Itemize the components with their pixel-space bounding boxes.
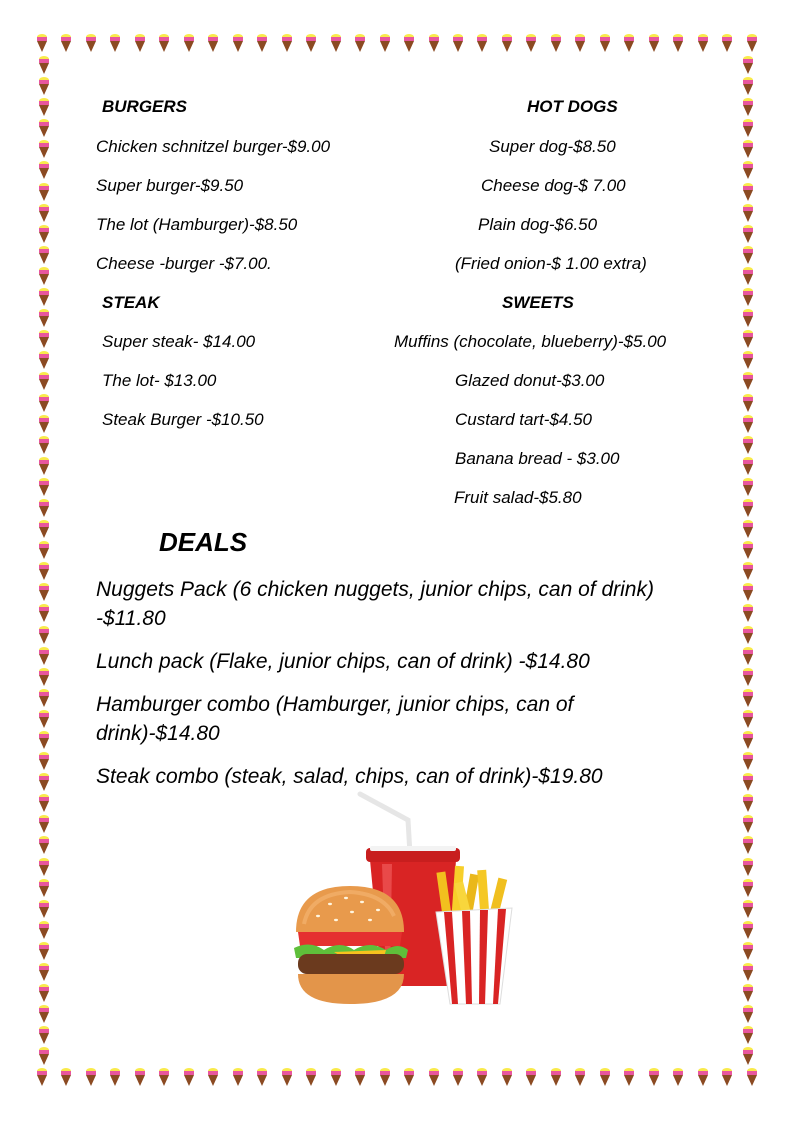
ice-cream-cone-icon xyxy=(742,351,754,369)
ice-cream-cone-icon xyxy=(354,1068,366,1086)
ice-cream-cone-icon xyxy=(742,372,754,390)
ice-cream-cone-icon xyxy=(742,647,754,665)
ice-cream-cone-icon xyxy=(38,1005,50,1023)
ice-cream-cone-icon xyxy=(742,794,754,812)
ice-cream-cone-icon xyxy=(599,34,611,52)
ice-cream-cone-icon xyxy=(85,34,97,52)
ice-cream-cone-icon xyxy=(207,1068,219,1086)
ice-cream-cone-icon xyxy=(742,1047,754,1065)
ice-cream-cone-icon xyxy=(38,77,50,95)
ice-cream-cone-icon xyxy=(38,626,50,644)
ice-cream-cone-icon xyxy=(742,583,754,601)
ice-cream-cone-icon xyxy=(742,56,754,74)
ice-cream-cone-icon xyxy=(109,34,121,52)
menu-item-burger: Super burger-$9.50 xyxy=(96,176,244,195)
border-bottom xyxy=(36,1068,758,1088)
ice-cream-cone-icon xyxy=(38,520,50,538)
ice-cream-cone-icon xyxy=(232,34,244,52)
ice-cream-cone-icon xyxy=(38,98,50,116)
ice-cream-cone-icon xyxy=(648,34,660,52)
ice-cream-cone-icon xyxy=(742,119,754,137)
ice-cream-cone-icon xyxy=(742,394,754,412)
ice-cream-cone-icon xyxy=(742,963,754,981)
menu-item-steak: Steak Burger -$10.50 xyxy=(102,410,264,429)
ice-cream-cone-icon xyxy=(379,1068,391,1086)
ice-cream-cone-icon xyxy=(38,963,50,981)
ice-cream-cone-icon xyxy=(697,34,709,52)
ice-cream-cone-icon xyxy=(38,161,50,179)
ice-cream-cone-icon xyxy=(742,541,754,559)
ice-cream-cone-icon xyxy=(742,626,754,644)
ice-cream-cone-icon xyxy=(452,1068,464,1086)
ice-cream-cone-icon xyxy=(38,921,50,939)
menu-item-burger: The lot (Hamburger)-$8.50 xyxy=(96,215,298,234)
ice-cream-cone-icon xyxy=(742,499,754,517)
ice-cream-cone-icon xyxy=(379,34,391,52)
menu-item-sweet: Muffins (chocolate, blueberry)-$5.00 xyxy=(394,332,667,351)
ice-cream-cone-icon xyxy=(599,1068,611,1086)
ice-cream-cone-icon xyxy=(742,161,754,179)
ice-cream-cone-icon xyxy=(38,815,50,833)
ice-cream-cone-icon xyxy=(38,372,50,390)
ice-cream-cone-icon xyxy=(742,984,754,1002)
ice-cream-cone-icon xyxy=(476,1068,488,1086)
ice-cream-cone-icon xyxy=(742,140,754,158)
ice-cream-cone-icon xyxy=(742,689,754,707)
ice-cream-cone-icon xyxy=(38,56,50,74)
hot-dogs-heading: HOT DOGS xyxy=(527,97,618,116)
ice-cream-cone-icon xyxy=(742,773,754,791)
ice-cream-cone-icon xyxy=(256,34,268,52)
ice-cream-cone-icon xyxy=(742,1005,754,1023)
ice-cream-cone-icon xyxy=(403,1068,415,1086)
menu-item-sweet: Glazed donut-$3.00 xyxy=(455,371,605,390)
ice-cream-cone-icon xyxy=(525,1068,537,1086)
ice-cream-cone-icon xyxy=(38,858,50,876)
ice-cream-cone-icon xyxy=(281,34,293,52)
ice-cream-cone-icon xyxy=(672,34,684,52)
ice-cream-cone-icon xyxy=(38,1047,50,1065)
border-left xyxy=(38,56,52,1066)
burgers-heading: BURGERS xyxy=(102,97,188,116)
ice-cream-cone-icon xyxy=(742,731,754,749)
straw-icon xyxy=(360,794,410,854)
burger-icon xyxy=(294,886,408,1004)
ice-cream-cone-icon xyxy=(38,330,50,348)
deal-item: Lunch pack (Flake, junior chips, can of drink) -$14.80 xyxy=(96,650,590,673)
ice-cream-cone-icon xyxy=(281,1068,293,1086)
ice-cream-cone-icon xyxy=(134,1068,146,1086)
ice-cream-cone-icon xyxy=(697,1068,709,1086)
menu-item-sweet: Custard tart-$4.50 xyxy=(455,410,593,429)
ice-cream-cone-icon xyxy=(742,183,754,201)
ice-cream-cone-icon xyxy=(38,140,50,158)
ice-cream-cone-icon xyxy=(38,288,50,306)
ice-cream-cone-icon xyxy=(232,1068,244,1086)
ice-cream-cone-icon xyxy=(38,773,50,791)
ice-cream-cone-icon xyxy=(742,246,754,264)
menu-item-burger: Cheese -burger -$7.00. xyxy=(96,254,272,273)
ice-cream-cone-icon xyxy=(330,1068,342,1086)
ice-cream-cone-icon xyxy=(742,836,754,854)
ice-cream-cone-icon xyxy=(183,34,195,52)
ice-cream-cone-icon xyxy=(742,478,754,496)
ice-cream-cone-icon xyxy=(574,34,586,52)
ice-cream-cone-icon xyxy=(623,34,635,52)
ice-cream-cone-icon xyxy=(501,1068,513,1086)
ice-cream-cone-icon xyxy=(38,710,50,728)
ice-cream-cone-icon xyxy=(85,1068,97,1086)
ice-cream-cone-icon xyxy=(742,204,754,222)
ice-cream-cone-icon xyxy=(38,647,50,665)
ice-cream-cone-icon xyxy=(672,1068,684,1086)
ice-cream-cone-icon xyxy=(742,267,754,285)
menu-item-steak: The lot- $13.00 xyxy=(102,371,217,390)
menu-item-sweet: Fruit salad-$5.80 xyxy=(454,488,582,507)
ice-cream-cone-icon xyxy=(38,836,50,854)
ice-cream-cone-icon xyxy=(742,520,754,538)
ice-cream-cone-icon xyxy=(428,1068,440,1086)
deal-item: Nuggets Pack (6 chicken nuggets, junior chips, can of drink) -$11.80 xyxy=(96,578,654,630)
ice-cream-cone-icon xyxy=(305,1068,317,1086)
ice-cream-cone-icon xyxy=(550,34,562,52)
ice-cream-cone-icon xyxy=(38,478,50,496)
ice-cream-cone-icon xyxy=(38,246,50,264)
ice-cream-cone-icon xyxy=(38,541,50,559)
ice-cream-cone-icon xyxy=(623,1068,635,1086)
ice-cream-cone-icon xyxy=(742,1026,754,1044)
ice-cream-cone-icon xyxy=(38,689,50,707)
ice-cream-cone-icon xyxy=(746,1068,758,1086)
sweets-heading: SWEETS xyxy=(502,293,574,312)
ice-cream-cone-icon xyxy=(38,183,50,201)
ice-cream-cone-icon xyxy=(742,98,754,116)
ice-cream-cone-icon xyxy=(742,815,754,833)
ice-cream-cone-icon xyxy=(38,204,50,222)
ice-cream-cone-icon xyxy=(742,330,754,348)
ice-cream-cone-icon xyxy=(742,562,754,580)
ice-cream-cone-icon xyxy=(721,1068,733,1086)
ice-cream-cone-icon xyxy=(574,1068,586,1086)
ice-cream-cone-icon xyxy=(38,351,50,369)
deals-heading: DEALS xyxy=(159,527,248,557)
ice-cream-cone-icon xyxy=(38,394,50,412)
ice-cream-cone-icon xyxy=(60,34,72,52)
ice-cream-cone-icon xyxy=(38,942,50,960)
menu-item-hot-dog: Cheese dog-$ 7.00 xyxy=(481,176,626,195)
ice-cream-cone-icon xyxy=(428,34,440,52)
ice-cream-cone-icon xyxy=(742,225,754,243)
ice-cream-cone-icon xyxy=(38,562,50,580)
menu-item-sweet: Banana bread - $3.00 xyxy=(455,449,620,468)
ice-cream-cone-icon xyxy=(207,34,219,52)
ice-cream-cone-icon xyxy=(452,34,464,52)
ice-cream-cone-icon xyxy=(38,457,50,475)
ice-cream-cone-icon xyxy=(648,1068,660,1086)
deal-item: Hamburger combo (Hamburger, junior chips, can of drink)-$14.80 xyxy=(96,693,574,745)
ice-cream-cone-icon xyxy=(38,309,50,327)
ice-cream-cone-icon xyxy=(742,668,754,686)
ice-cream-cone-icon xyxy=(38,879,50,897)
ice-cream-cone-icon xyxy=(721,34,733,52)
ice-cream-cone-icon xyxy=(38,668,50,686)
ice-cream-cone-icon xyxy=(36,34,48,52)
ice-cream-cone-icon xyxy=(38,752,50,770)
ice-cream-cone-icon xyxy=(525,34,537,52)
ice-cream-cone-icon xyxy=(550,1068,562,1086)
ice-cream-cone-icon xyxy=(742,288,754,306)
ice-cream-cone-icon xyxy=(38,119,50,137)
ice-cream-cone-icon xyxy=(38,900,50,918)
ice-cream-cone-icon xyxy=(38,436,50,454)
burger-fries-drink-illustration xyxy=(290,790,530,1030)
ice-cream-cone-icon xyxy=(134,34,146,52)
ice-cream-cone-icon xyxy=(38,415,50,433)
menu-item-hot-dog: Super dog-$8.50 xyxy=(489,137,616,156)
ice-cream-cone-icon xyxy=(501,34,513,52)
steak-heading: STEAK xyxy=(102,293,160,312)
ice-cream-cone-icon xyxy=(158,1068,170,1086)
ice-cream-cone-icon xyxy=(742,752,754,770)
ice-cream-cone-icon xyxy=(742,604,754,622)
ice-cream-cone-icon xyxy=(742,415,754,433)
ice-cream-cone-icon xyxy=(38,499,50,517)
ice-cream-cone-icon xyxy=(256,1068,268,1086)
ice-cream-cone-icon xyxy=(476,34,488,52)
ice-cream-cone-icon xyxy=(158,34,170,52)
border-right xyxy=(742,56,756,1066)
ice-cream-cone-icon xyxy=(60,1068,72,1086)
ice-cream-cone-icon xyxy=(38,583,50,601)
ice-cream-cone-icon xyxy=(403,34,415,52)
menu-item-hot-dog: Plain dog-$6.50 xyxy=(478,215,598,234)
ice-cream-cone-icon xyxy=(109,1068,121,1086)
border-top xyxy=(36,34,758,54)
ice-cream-cone-icon xyxy=(36,1068,48,1086)
ice-cream-cone-icon xyxy=(38,794,50,812)
fries-icon xyxy=(436,866,512,1004)
ice-cream-cone-icon xyxy=(38,1026,50,1044)
ice-cream-cone-icon xyxy=(742,900,754,918)
ice-cream-cone-icon xyxy=(746,34,758,52)
ice-cream-cone-icon xyxy=(38,267,50,285)
ice-cream-cone-icon xyxy=(38,225,50,243)
ice-cream-cone-icon xyxy=(742,77,754,95)
ice-cream-cone-icon xyxy=(38,984,50,1002)
ice-cream-cone-icon xyxy=(330,34,342,52)
ice-cream-cone-icon xyxy=(183,1068,195,1086)
ice-cream-cone-icon xyxy=(38,604,50,622)
menu-item-hot-dog: (Fried onion-$ 1.00 extra) xyxy=(455,254,647,273)
ice-cream-cone-icon xyxy=(354,34,366,52)
ice-cream-cone-icon xyxy=(742,921,754,939)
ice-cream-cone-icon xyxy=(742,942,754,960)
ice-cream-cone-icon xyxy=(305,34,317,52)
ice-cream-cone-icon xyxy=(742,879,754,897)
ice-cream-cone-icon xyxy=(742,457,754,475)
ice-cream-cone-icon xyxy=(742,309,754,327)
ice-cream-cone-icon xyxy=(38,731,50,749)
ice-cream-cone-icon xyxy=(742,858,754,876)
deal-item: Steak combo (steak, salad, chips, can of drink)-$19.80 xyxy=(96,765,603,788)
ice-cream-cone-icon xyxy=(742,436,754,454)
menu-item-steak: Super steak- $14.00 xyxy=(102,332,256,351)
menu-item-burger: Chicken schnitzel burger-$9.00 xyxy=(96,137,331,156)
ice-cream-cone-icon xyxy=(742,710,754,728)
